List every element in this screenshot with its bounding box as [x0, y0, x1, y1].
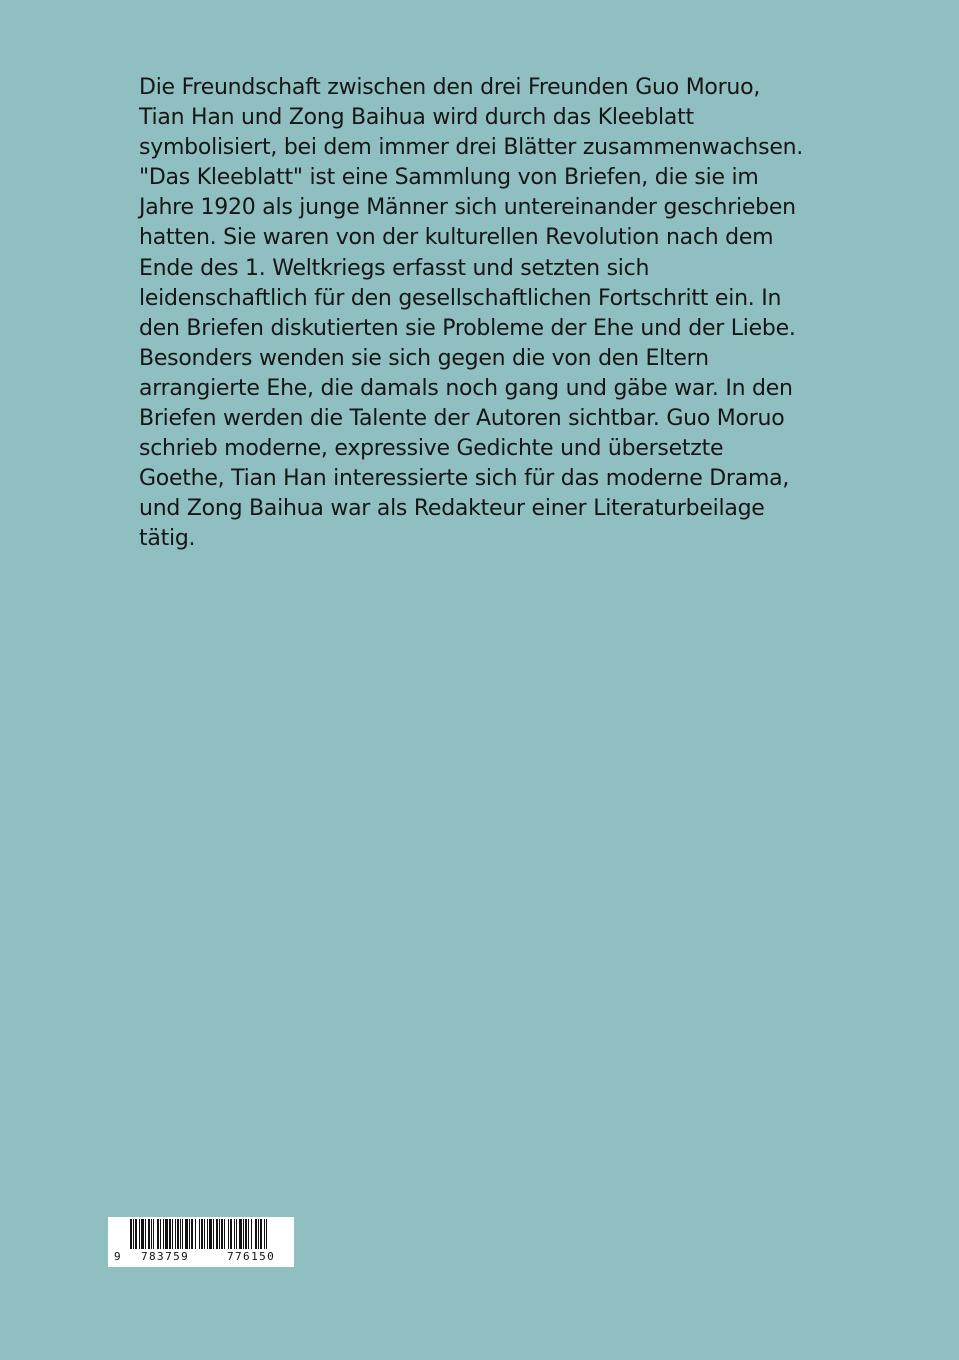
barcode-digit-prefix: 9: [114, 1250, 121, 1263]
barcode-bar: [204, 1219, 205, 1249]
barcode-bar: [255, 1219, 257, 1249]
barcode-bar: [199, 1219, 200, 1249]
barcode-bar: [219, 1219, 220, 1249]
blurb-line: Die Freundschaft zwischen den drei Freunden Guo Moruo,: [139, 75, 761, 100]
barcode-bar: [239, 1219, 242, 1249]
barcode-digit-group-1: 783759: [141, 1250, 190, 1263]
barcode-bar: [133, 1219, 134, 1249]
barcode-bar: [172, 1219, 173, 1249]
barcode-bar: [163, 1219, 164, 1249]
barcode-bar: [160, 1219, 161, 1249]
barcode-bar: [189, 1219, 190, 1249]
barcode-bar: [224, 1219, 225, 1249]
blurb-line: Jahre 1920 als junge Männer sich untereinander geschrieben: [139, 195, 796, 221]
blurb-text: [139, 73, 839, 555]
barcode-bar: [207, 1219, 208, 1249]
blurb-line: Briefen werden die Talente der Autoren sichtbar. Guo Moruo: [139, 406, 785, 432]
barcode-bar: [216, 1219, 218, 1249]
barcode-bar: [157, 1219, 159, 1249]
blurb-line: arrangierte Ehe, die damals noch gang und gäbe war. In den: [139, 375, 793, 401]
blurb-line: Goethe, Tian Han interessierte sich für das moderne Drama,: [139, 466, 790, 492]
blurb-line: und Zong Baihua war als Redakteur einer Literaturbeilage: [139, 496, 765, 522]
barcode-bar: [139, 1219, 140, 1249]
blurb-line: leidenschaftlich für den gesellschaftlichen Fortschritt ein. In: [139, 285, 782, 311]
blurb-line: schrieb moderne, expressive Gedichte und übersetzte: [139, 436, 724, 462]
barcode-bar: [258, 1219, 259, 1249]
barcode-bar: [195, 1219, 196, 1249]
barcode-digit-group-2: 776150: [227, 1250, 276, 1263]
barcode-bar: [260, 1219, 262, 1249]
barcode-bar: [148, 1219, 150, 1249]
barcode-bar: [185, 1219, 188, 1249]
barcode-bar: [264, 1219, 265, 1249]
barcode-bar: [209, 1219, 212, 1249]
barcode-bar: [169, 1219, 171, 1249]
barcode-bar: [177, 1219, 179, 1249]
barcode-bar: [135, 1219, 137, 1249]
blurb-line: tätig.: [139, 526, 196, 552]
barcode-bar: [221, 1219, 223, 1249]
barcode-bar: [175, 1219, 176, 1249]
barcode-bar: [228, 1219, 229, 1249]
blurb-line: hatten. Sie waren von der kulturellen Revolution nach dem: [139, 225, 774, 251]
barcode-bar: [153, 1219, 154, 1249]
barcode-bar: [130, 1219, 132, 1249]
barcode-bar: [191, 1219, 193, 1249]
barcode-bar: [245, 1219, 247, 1249]
blurb-line: den Briefen diskutierten sie Probleme der Ehe und der Liebe.: [139, 315, 796, 341]
barcode-bar: [248, 1219, 249, 1249]
barcode-bar: [234, 1219, 235, 1249]
barcode-bar: [266, 1219, 267, 1249]
barcode-digits: [108, 1249, 294, 1265]
barcode-bar: [213, 1219, 214, 1249]
barcode-bar: [151, 1219, 152, 1249]
barcode-bar: [180, 1219, 181, 1249]
barcode-bar: [182, 1219, 183, 1249]
blurb-line: "Das Kleeblatt" ist eine Sammlung von Briefen, die sie im: [139, 165, 759, 191]
blurb-line: Tian Han und Zong Baihua wird durch das Kleeblatt: [139, 105, 694, 131]
barcode-bar: [141, 1219, 144, 1249]
barcode-bar: [251, 1219, 252, 1249]
barcode-bar: [230, 1219, 232, 1249]
barcode-bar: [236, 1219, 237, 1249]
barcode-bar: [165, 1219, 168, 1249]
barcode-bar: [201, 1219, 203, 1249]
blurb-line: symbolisiert, bei dem immer drei Blätter zusammenwachsen.: [139, 135, 804, 161]
isbn-barcode: [108, 1217, 294, 1267]
barcode-bar: [145, 1219, 146, 1249]
blurb-line: Besonders wenden sie sich gegen die von den Eltern: [139, 345, 709, 371]
barcode-bar: [243, 1219, 244, 1249]
blurb-line: Ende des 1. Weltkriegs erfasst und setzten sich: [139, 255, 650, 281]
